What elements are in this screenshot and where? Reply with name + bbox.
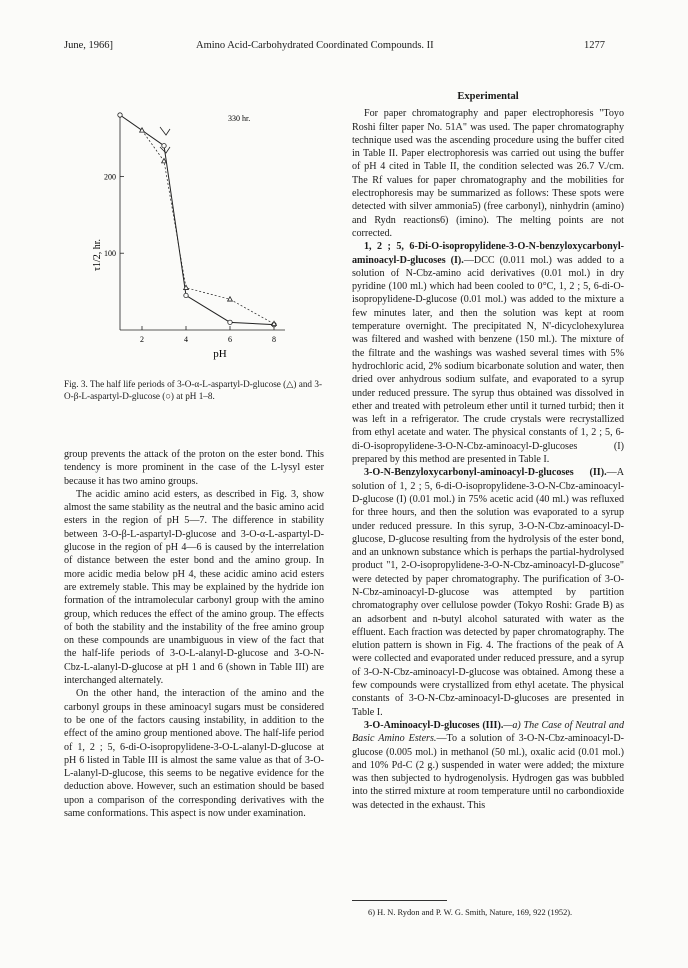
chart-axes xyxy=(120,115,285,330)
right-paragraph-3 xyxy=(352,466,624,719)
y-tick-label: 200 xyxy=(104,172,116,182)
compound-i-text: —DCC (0.011 mol.) was added to a solution of N-Cbz-amino acid derivatives (0.01 mol.) in dry pyridine (100 ml.) which had been cooled to 0°C, 1, 2 ; 5, 6-di-O-isopropylidene-D-glucose (0.01 mol.) was added to the mixture a few minutes later, and then the solution was kept at room temperature overnight. The precipitated N, N'-dicyclohexylurea was filtered and washed with benzene (150 ml.). The mixture of the filtrate and the washings was washed several times with 5% hydrochloric acid, 2% sodium bicarbonate solution and water, then dried over anhydrous sodium sulfate, and evaporated to a syrup under reduced pressure. The syrup thus obtained was dissolved in ether and treated with petroleum ether until it turned turbid; then it was left in a refrigerator. The crude crystals were recrystallized from ethyl acetate and water. The physical constants of 1, 2 ; 5, 6-di-O-isopropylidene-3-O-N-Cbz-aminoacyl-D-glucoses (I) prepared by this method are presented in Table I. xyxy=(352,254,625,466)
page-number: 1277 xyxy=(584,40,605,51)
y-axis-label: τ1/2, hr. xyxy=(92,238,103,272)
right-paragraph-2 xyxy=(352,240,624,466)
right-paragraph-4 xyxy=(352,719,624,812)
y-tick-label: 100 xyxy=(104,249,116,259)
alpha-aspartyl-point xyxy=(140,128,145,132)
left-paragraph-2: The acidic amino acid esters, as described in Fig. 3, show almost the same stability as the neutral and the basic amino acid esters in the region of pH 5—7. The difference in stability between 3-O-β-L-aspartyl-D-glucose and 3-O-α-L-aspartyl-D-glucose in the region of pH 4—6 is caused by the interrelation of distance between the ester bond and the amino group. In more acidic media below pH 4, these acidic amino acid esters are extremely stable. This may be explained by the hydride ion formation of the intramolecular carbonyl group with the amino group, which reduces the effect of the amino group. The effects of both the stability and the instability of the free amino group on these compounds are unambiguous in view of the fact that the half-life periods of 3-O-L-alanyl-D-glucose and 3-O-N-Cbz-L-alanyl-D-glucose at pH 1 and 6 (shown in Table III) are interchanged alternately. xyxy=(64,488,324,687)
x-tick-label: 2 xyxy=(140,335,144,344)
compound-i-heading: 1, 2 ; 5, 6-Di-O-isopropylidene-3-O-N-benzyloxycarbonyl-aminoacyl-D-glucoses (I). xyxy=(352,241,624,266)
compound-iii-heading: 3-O-Aminoacyl-D-glucoses (III). xyxy=(364,719,504,731)
footnote-rule xyxy=(352,900,447,901)
right-column xyxy=(352,90,624,812)
left-paragraph-1: group prevents the attack of the proton on the ester bond. This tendency is more prominent in the case of the L-lysyl ester because it has two amino groups. xyxy=(64,449,324,487)
annotation-330hr: 330 hr. xyxy=(228,114,251,123)
beta-aspartyl-point xyxy=(228,320,232,324)
compound-iii-subheading: —a) The Case of Neutral and Basic Amino Esters. xyxy=(352,719,624,745)
figure-caption: Fig. 3. The half life periods of 3-O-α-L-aspartyl-D-glucose (△) and 3-O-β-L-aspartyl-D-glucose (○) at pH 1–8. xyxy=(64,379,322,401)
compound-ii-text: —A solution of 1, 2 ; 5, 6-di-O-isopropylidene-3-O-N-Cbz-aminoacyl-D-glucose (I) (0.01 mol.) in 75% acetic acid (40 ml.) was refluxed for three hours, and then the solution was evaporated to a syrup under reduced pressure. In this syrup, 3-O-N-Cbz-aminoacyl-D-glucose, D-glucose resulting from the hydrolysis of the ester bond, and an unknown substance which is perhaps the partial-hydrolysed product "1, 2-O-isopropylidene-3-O-N-Cbz-aminoacyl-D-glucose" were detected by paper chromatography. The purification of 3-O-N-Cbz-aminoacyl-D-glucose was attempted by partition chromatography over cellulose powder (Tokyo Roshi: Grade B) as an adsorbent and n-butyl alcohol saturated with water as the effluent. Each fraction was detected by paper chromatography. The elution pattern is shown in Fig. 4. The fractions of the peak of A were collected and evaporated under reduced pressure, and a syrup of 3-O-N-Cbz-aminoacyl-D-glucose was obtained. Among these a few compounds were crystallized from ethyl acetate. The physical constants of 3-O-N-Cbz-aminoacyl-D-glucoses are presented in Table I. xyxy=(352,467,624,718)
right-paragraph-1: For paper chromatography and paper electrophoresis "Toyo Roshi filter paper No. 51A" was used. The paper chromatography technique used was the ascending procedure using the buffer cited in Table II. Paper electrophoresis was carried out using the buffer of pH 4 cited in Table II, the condition selected was 26.7 V./cm. The Rf values for paper chromatography and the mobilities for electrophoresis may be summarized as follows: These spots were detected with silver ammonia5) (free carbonyl), ninhydrin (amino) and Rydn reactions6) (imino). The melting points are not corrected. xyxy=(352,108,624,239)
chart-ticks xyxy=(104,172,276,344)
left-paragraph-3: On the other hand, the interaction of the amino and the carbonyl groups in these aminoacyl sugars must be considered to be one of the factors causing instability, in addition to the effect of the amino group mentioned above. The half-life period of 1, 2 ; 5, 6-di-O-isopropylidene-3-O-L-alanyl-D-glucose at pH 6 listed in Table III is almost the same value as that of 3-O-L-alanyl-D-glucose, this seems to be negative evidence for the deduction above. However, such an estimation should be based upon a comparison of the corresponding derivatives with the same conformations. This aspect is now under examination. xyxy=(64,688,324,820)
x-axis-label: pH xyxy=(213,348,227,360)
beta-aspartyl-point xyxy=(184,293,188,297)
beta-aspartyl-point xyxy=(162,144,166,148)
x-tick-label: 4 xyxy=(184,335,188,344)
x-tick-label: 6 xyxy=(228,335,232,344)
x-tick-label: 8 xyxy=(272,335,276,344)
alpha-aspartyl-line xyxy=(142,130,274,324)
footnote: 6) H. N. Rydon and P. W. G. Smith, Nature, 169, 922 (1952). xyxy=(368,908,573,917)
left-column xyxy=(64,448,324,820)
chart-series xyxy=(118,113,277,327)
beta-aspartyl-line xyxy=(120,115,274,325)
compound-ii-heading: 3-O-N-Benzyloxycarbonyl-aminoacyl-D-glucoses (II). xyxy=(364,467,607,479)
header-date: June, 1966] xyxy=(64,40,113,51)
offscale-arrow-1 xyxy=(160,127,170,135)
beta-aspartyl-point xyxy=(118,113,122,117)
alpha-aspartyl-point xyxy=(228,297,233,301)
compound-iii-text: —To a solution of 3-O-N-Cbz-aminoacyl-D-glucose (0.005 mol.) in methanol (50 ml.), oxalic acid (0.01 mol.) and 10% Pd-C (2 g.) suspended in water were added; the mixture was then subjected to hydrogenolysis. Hydrogen gas was bubbled into the stirred mixture at room temperature until no carbondioxide was detected in the exhaust. This xyxy=(352,733,624,811)
half-life-chart xyxy=(60,95,330,360)
running-title: Amino Acid-Carbohydrated Coordinated Compounds. II xyxy=(196,40,434,51)
section-title: Experimental xyxy=(457,91,519,102)
